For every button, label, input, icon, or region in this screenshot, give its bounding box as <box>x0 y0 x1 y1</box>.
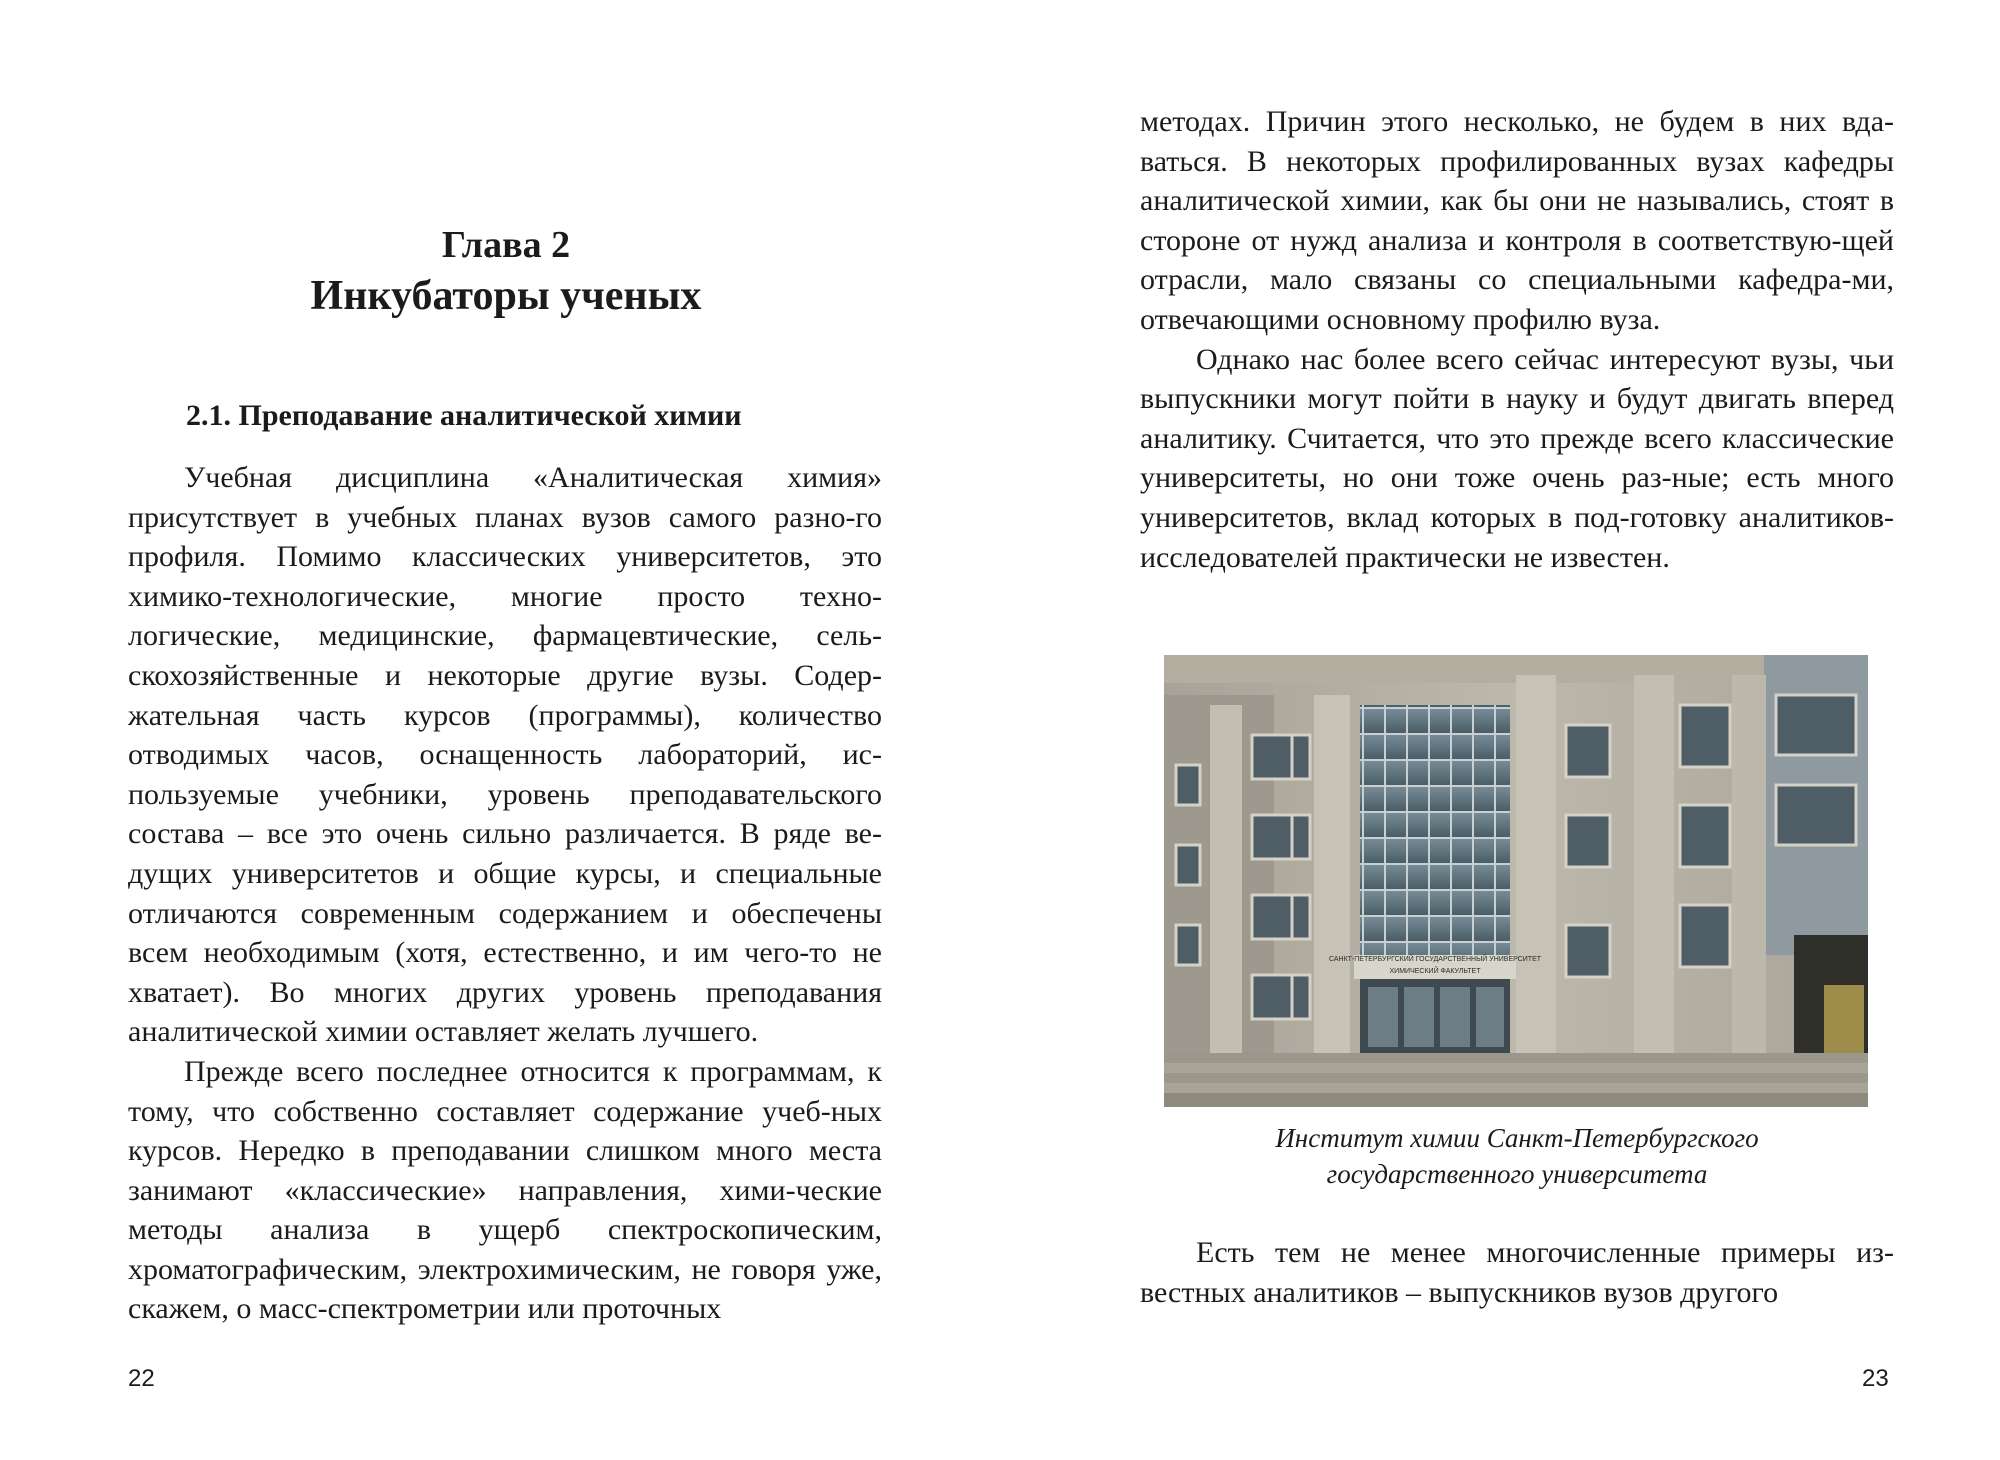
paragraph: Есть тем не менее многочисленные примеры из-вестных аналитиков – выпускников вузов другого <box>1140 1236 1894 1309</box>
chapter-label: Глава 2 <box>441 224 571 266</box>
photo-caption <box>1140 1120 1894 1192</box>
page-number-right: 23 <box>1862 1365 1889 1392</box>
paragraph: Прежде всего последнее относится к программам, к тому, что собственно составляет содержание учеб-ных курсов. Нередко в преподавании слишком много места занимают «классические» направления, хими-ческие методы анализа в ущерб спектроскопическим, хроматографическим, электрохимическим, не говоря уже, скажем, о масс-спектрометрии или проточных <box>128 1054 882 1326</box>
caption-line-1: Институт химии Санкт-Петербургского <box>1275 1123 1759 1153</box>
caption-line-2: государственного университета <box>1326 1159 1708 1189</box>
chapter-title: Инкубаторы ученых <box>310 273 702 319</box>
paragraph: Однако нас более всего сейчас интересуют вузы, чьи выпускники могут пойти в науку и будут двигать вперед аналитику. Считается, что это прежде всего классические университеты, но они тоже очень раз-ные; есть много университетов, вклад которых в под-готовку аналитиков-исследователей практически не известен. <box>1140 342 1894 574</box>
right-body-text <box>1140 102 1894 577</box>
page-number-left: 22 <box>128 1365 155 1392</box>
photo-sign-line-1: САНКТ-ПЕТЕРБУРГСКИЙ ГОСУДАРСТВЕННЫЙ УНИВЕРСИТЕТ <box>1328 956 1542 963</box>
paragraph: Учебная дисциплина «Аналитическая химия» присутствует в учебных планах вузов самого разно-го профиля. Помимо классических университетов, это химико-технологические, многие просто техно-логические, медицинские, фармацевтические, сель-скохозяйственные и некоторые другие вузы. Содер-жательная часть курсов (программы), количество отводимых часов, оснащенность лабораторий, ис-пользуемые учебники, уровень преподавательского состава – все это очень сильно различается. В ряде ве-дущих университетов и общие курсы, и специальные отличаются современным содержанием и обеспечены всем необходимым (хотя, естественно, и им чего-то не хватает). Во многих других уровень преподавания аналитической химии оставляет желать лучшего. <box>128 461 882 1049</box>
building-photo <box>1164 655 1868 1107</box>
paragraph-continued: методах. Причин этого несколько, не будем в них вда-ваться. В некоторых профилированных вузах кафедры аналитической химии, как бы они не назывались, стоят в стороне от нужд анализа и контроля в соответствую-щей отрасли, мало связаны со специальными кафедра-ми, отвечающими основному профилю вуза. <box>1140 105 1894 336</box>
section-heading: 2.1. Преподавание аналитической химии <box>186 399 742 432</box>
left-body-text <box>128 458 882 1329</box>
right-body-text-bottom <box>1140 1233 1894 1312</box>
photo-sign-line-2: ХИМИЧЕСКИЙ ФАКУЛЬТЕТ <box>1389 968 1481 975</box>
right-page <box>1000 0 2000 1460</box>
